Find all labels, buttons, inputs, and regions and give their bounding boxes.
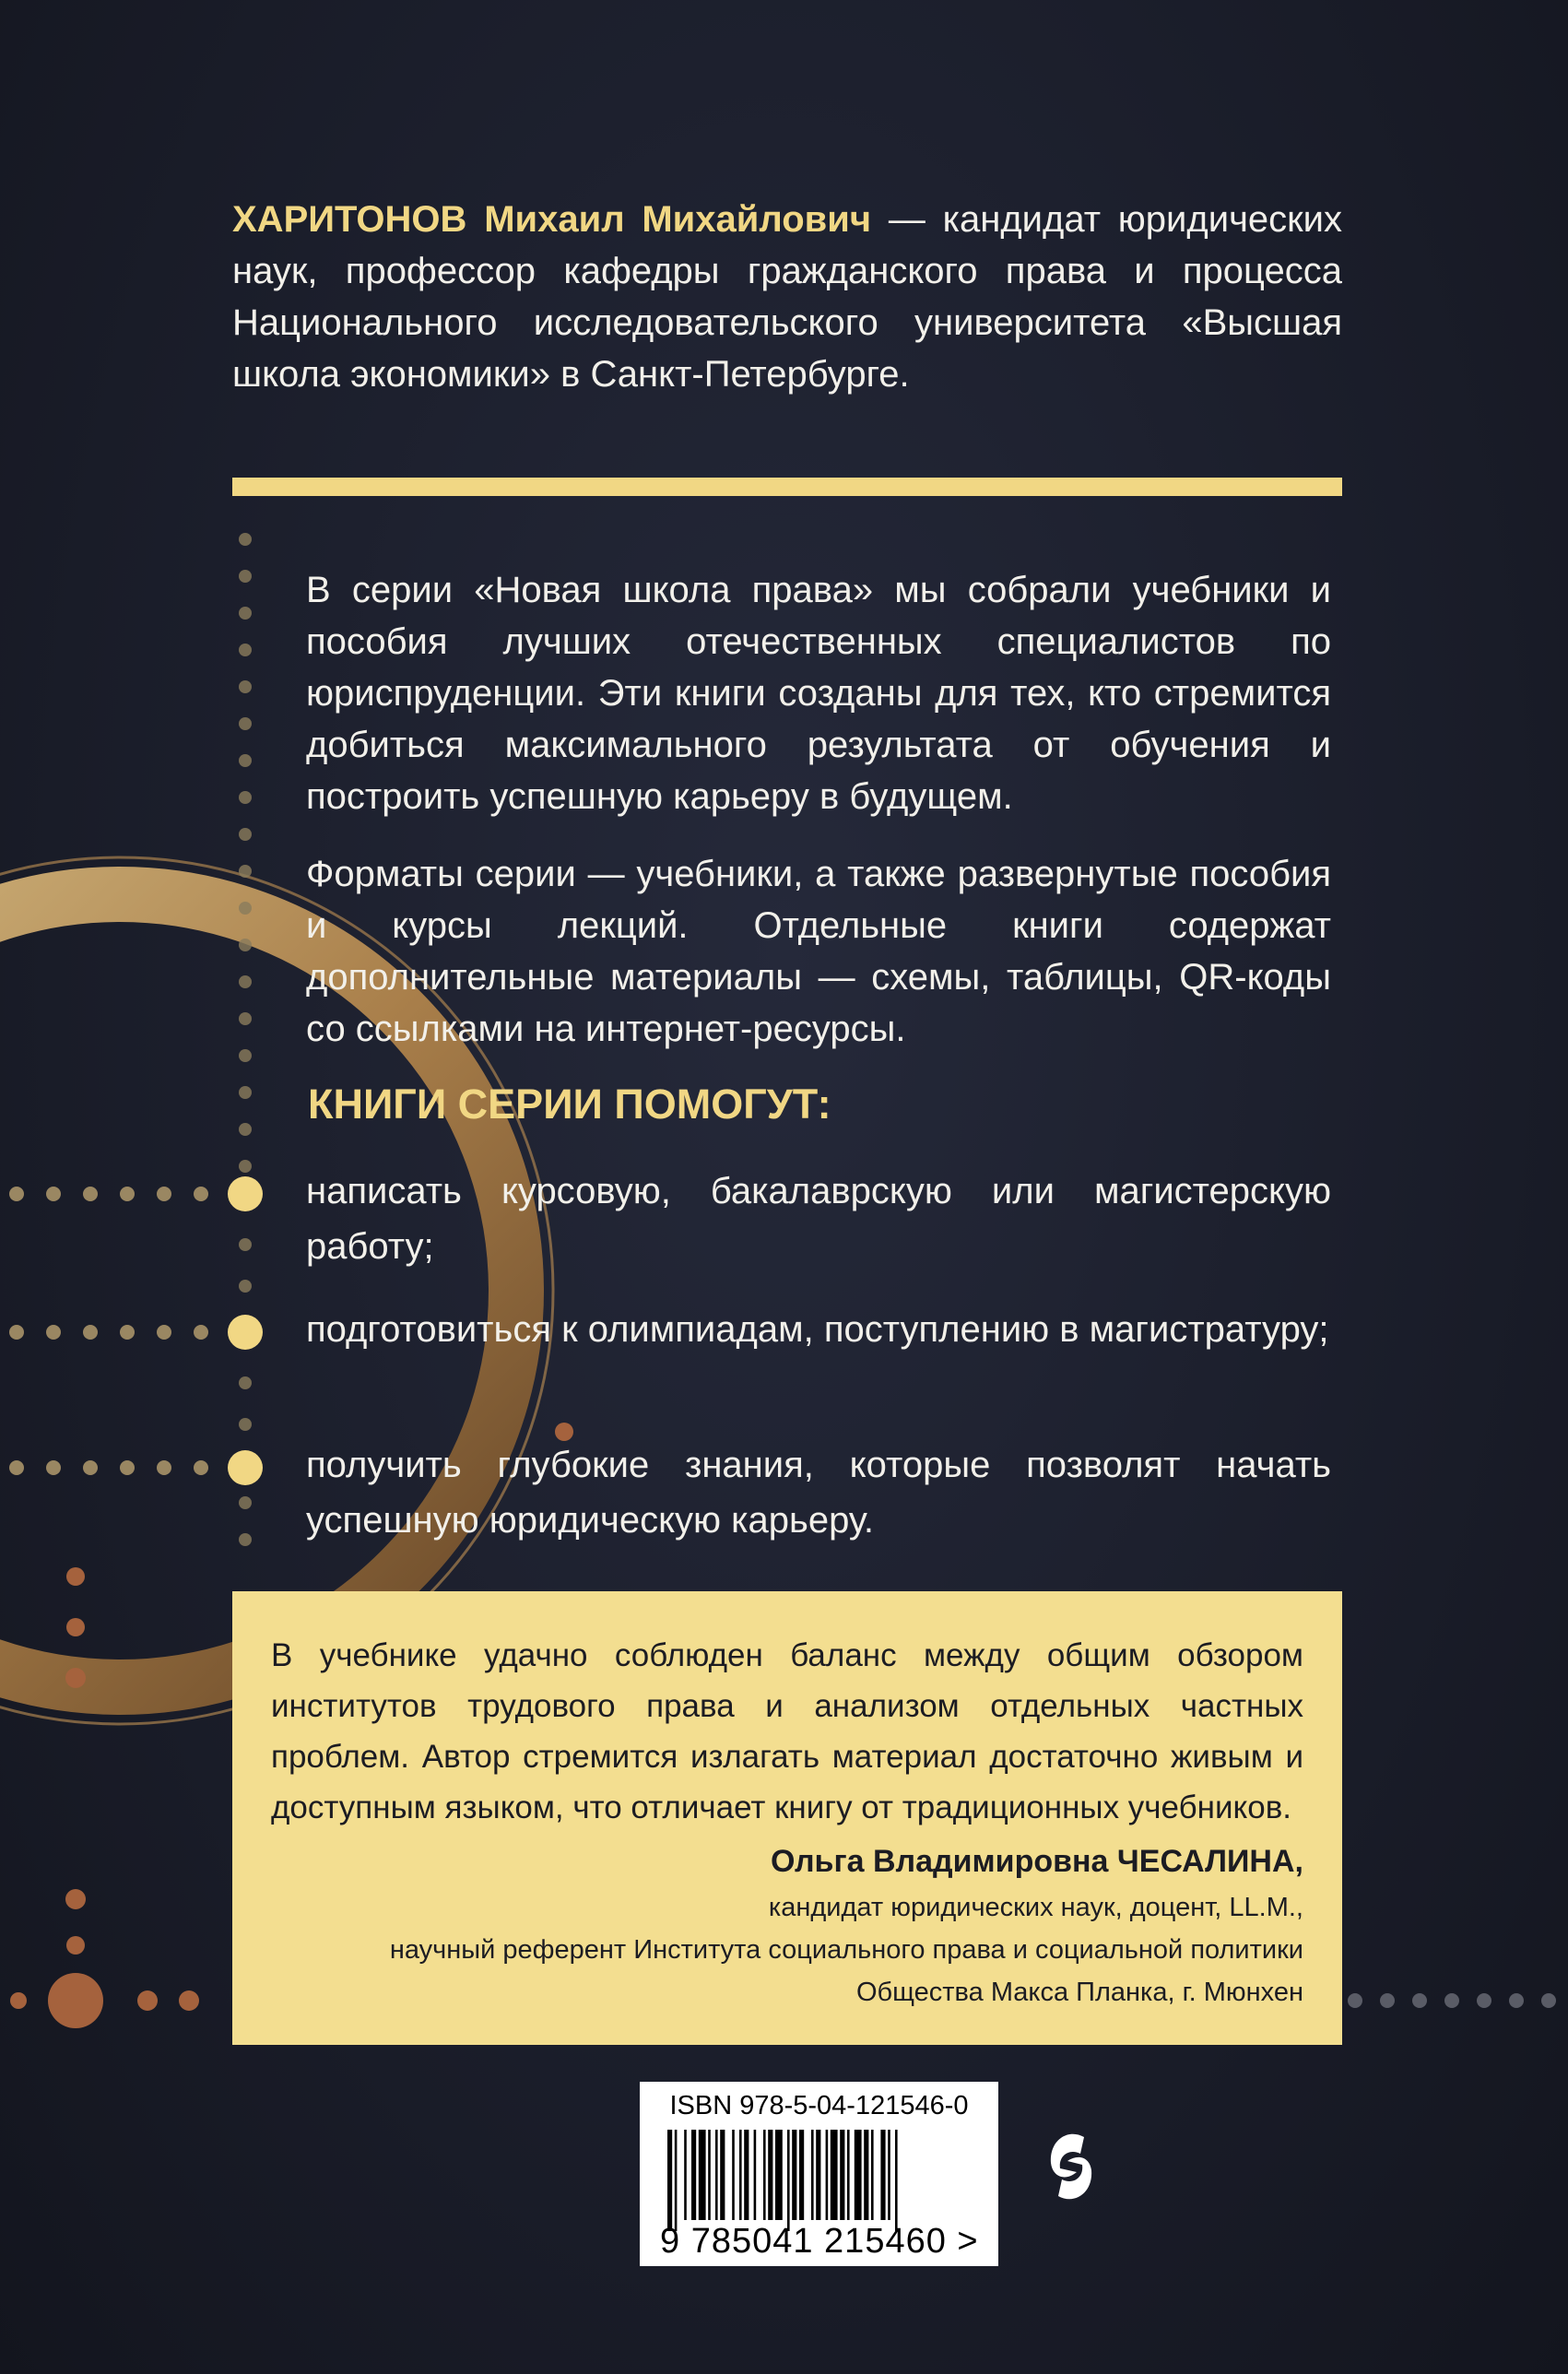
barcode-bar: [855, 2130, 862, 2220]
bullet-item-2: подготовиться к олимпиадам, поступлению в магистратуру;: [306, 1309, 1329, 1350]
barcode-bar: [715, 2130, 718, 2220]
publisher-logo-icon: [1040, 2120, 1101, 2213]
barcode-bar: [831, 2130, 838, 2220]
barcode-bar: [754, 2130, 757, 2220]
barcode-bar: [826, 2130, 829, 2220]
barcode-bar: [787, 2130, 790, 2231]
series-paragraph-1: В серии «Новая школа права» мы собрали учебники и пособия лучших отечественных специалистов по юриспруденции. Эти книги созданы для тех, кто стремится добиться максимального результата от обучения и построить успешную карьеру в будущем.: [306, 570, 1331, 817]
reviewer-position-2: Общества Макса Планка, г. Мюнхен: [855, 1978, 1303, 2007]
barcode-bar: [871, 2130, 874, 2220]
author-bio: [232, 194, 1342, 400]
bullet-dot-row-2: [9, 1315, 263, 1350]
barcode-bar: [675, 2130, 678, 2231]
barcode-bar: [708, 2130, 711, 2220]
series-description: [306, 564, 1331, 1081]
barcode-bar: [888, 2130, 890, 2220]
barcode-bar: [720, 2130, 725, 2220]
series-help-heading: КНИГИ СЕРИИ ПОМОГУТ:: [308, 1081, 831, 1128]
reviewer-name: Ольга Владимировна ЧЕСАЛИНА,: [770, 1844, 1303, 1879]
barcode-bar: [768, 2130, 772, 2220]
barcode-bar: [847, 2130, 850, 2220]
barcode-bar: [744, 2130, 749, 2220]
bullet-dot-row-3: [9, 1450, 263, 1485]
author-name: ХАРИТОНОВ Михаил Михайлович: [232, 199, 872, 240]
dotted-vertical-line: [239, 533, 252, 1546]
barcode-bar: [816, 2130, 820, 2220]
barcode-bar: [732, 2130, 735, 2220]
barcode-bar: [840, 2130, 844, 2220]
barcode-bar: [895, 2130, 898, 2231]
reviewer-signature: [271, 1837, 1303, 2014]
barcode-bar: [684, 2130, 687, 2220]
author-bio-text: — кандидат юридических наук, профессор кафедры гражданского права и процесса Национального исследовательского университета «Высшая школа экономики» в Санкт-Петербурге.: [232, 199, 1342, 395]
reviewer-title: кандидат юридических наук, доцент, LL.M.,: [768, 1893, 1303, 1922]
review-box: [232, 1591, 1342, 2045]
barcode-bar: [775, 2130, 783, 2220]
gold-divider: [232, 478, 1342, 496]
barcode-digits: 9 785041 215460 >: [660, 2222, 979, 2261]
series-paragraph-2: Форматы серии — учебники, а также развернутые пособия и курсы лекций. Отдельные книги содержат дополнительные материалы — схемы, таблицы, QR-коды со ссылками на интернет-ресурсы.: [306, 854, 1331, 1049]
review-quote: В учебнике удачно соблюден баланс между общим обзором институтов трудового права и анализом отдельных частных проблем. Автор стремится излагать материал достаточно живым и доступным языком, что отличает книгу от традиционных учебников.: [271, 1637, 1303, 1825]
barcode-bar: [792, 2130, 796, 2220]
barcode-bar: [699, 2130, 706, 2220]
barcode-bar: [811, 2130, 814, 2220]
bullet-item-3: получить глубокие знания, которые позволят начать успешную юридическую карьеру.: [306, 1445, 1331, 1541]
barcode-bar: [799, 2130, 804, 2220]
grey-dot-line-right: [1348, 1993, 1556, 2008]
isbn-number: ISBN 978-5-04-121546-0: [669, 2091, 969, 2120]
barcode-bar: [739, 2130, 742, 2220]
barcode-bar: [667, 2130, 672, 2231]
barcode-bar: [864, 2130, 868, 2220]
bullet-item-1: написать курсовую, бакалаврскую или магистерскую работу;: [306, 1171, 1331, 1267]
reviewer-position-1: научный референт Института социального права и социальной политики: [389, 1935, 1303, 1965]
barcode-bar: [880, 2130, 885, 2220]
barcode-bar: [691, 2130, 696, 2220]
bullet-dot-row-1: [9, 1176, 263, 1211]
isbn-barcode: [640, 2082, 998, 2266]
barcode-bar: [763, 2130, 766, 2220]
